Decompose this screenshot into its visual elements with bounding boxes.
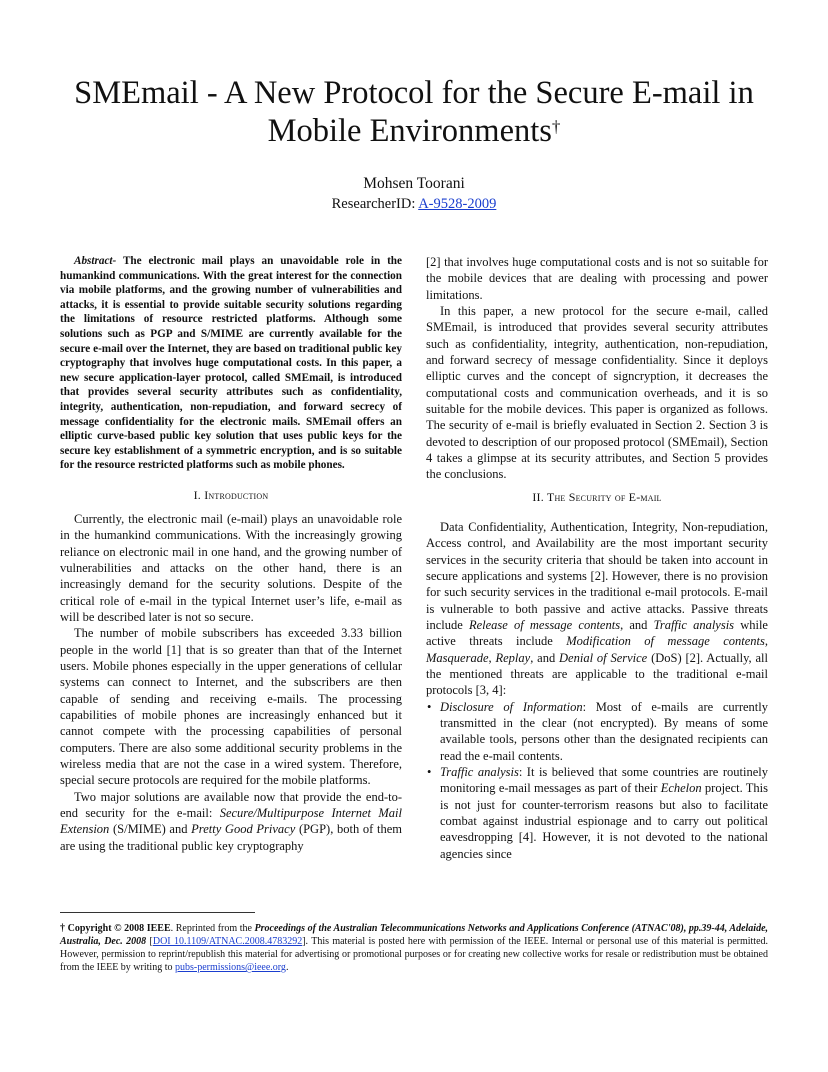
intro-paragraph-3-continued: [2] that involves huge computational costs and is not so suitable for the mobile devices that are dealing with processing and power limitations. [426, 255, 768, 302]
security-paragraph-1 [426, 519, 768, 699]
intro-paragraph-2: The number of mobile subscribers has exceeded 3.33 billion people in the world [1] that is so greater than that of the Internet users. Mobile phones especially in the upper generations of cellular systems can connect to Internet, and the subscribers are then capable of sending and receiving e-mails. The processing capabilities of mobile phones are increasingly enhanced but it cannot compete with the processing capabilities of personal computers. There are also some additional security problems in the wireless media that are not the case in a wired system. Therefore, special secure protocols are required for the mobile platforms. [60, 626, 402, 788]
sec-p1-modification: Modification of message contents [566, 634, 765, 649]
email-link[interactable]: pubs-permissions@ieee.org [174, 962, 286, 973]
abstract-text: The electronic mail plays an unavoidable role in the humankind communications. With the great interest for the connection via mobile platforms, and the growing number of vulnerabilities and attacks, it is essential to provide suitable security solutions regarding the limitations of resource restricted platforms. Although some solutions such as PGP and S/MIME are currently available for the secure e-mail over the Internet, they are based on traditional public key cryptography that involves huge computational costs. In this paper, a new secure application-layer protocol, called SMEmail, is introduced that provides several security attributes such as confidentiality, integrity, authentication, non-repudiation, and forward secrecy of message confidentiality for the electronic mails. SMEmail offers an elliptic curve-based public key solution that uses public keys for the secure key establishment of a symmetric encryption, and is so suitable for the resource restricted platforms such as mobile phones. [60, 255, 402, 472]
footnote-text-3: ]. This material is posted here with permission of the IEEE. Internal or personal use of this material is permitted. However, permission to reprint/republish this material for advertising or promotional purposes or for creating new collective works for resale or redistribution must be obtained from the IEEE by writing to [60, 936, 769, 973]
sec-p1-release: Release of message contents [468, 617, 621, 632]
list-item [427, 764, 769, 862]
bullet-icon: • [427, 764, 432, 779]
sec-p1-dos: Denial of Service [559, 650, 648, 665]
sec-p1-f: , and [530, 650, 560, 665]
section-heading-security: II. The Security of E-mail [532, 489, 662, 504]
researcher-id-line [0, 195, 828, 213]
threat-list [426, 699, 768, 862]
footnote-dagger: † [60, 923, 66, 934]
right-column [426, 254, 768, 862]
sec-p1-a: Data Confidentiality, Authentication, Integrity, Non-repudiation, Access control, and Availability are the most important security services in the security criteria that should be taken into account in secure applications and systems [2]. However, there is no provision for such security services in the traditional e-mail protocols. E-mail is vulnerable to both passive and active attacks. Passive threats include [426, 519, 768, 632]
sec-p1-g: (DoS) [2]. Actually, all the mentioned threats are applicable to the traditional e-mail protocols [3, 4]: [426, 650, 768, 698]
paper-title [30, 74, 798, 150]
footnote-text-2: [ [146, 936, 153, 947]
sec-p1-masquerade: Masquerade [426, 650, 489, 665]
bullet-2-text-b: project. This is not just for counter-terrorism reasons but also to facilitate combat against industrial espionage and to carry out political eavesdropping [4]. However, it is not devoted to the national agencies since [440, 781, 769, 861]
abstract [60, 254, 402, 473]
intro-p3-text-a: Two major solutions are available now that provide the end-to-end security for the e-mail: [60, 789, 402, 821]
doi-link[interactable]: DOI 10.1109/ATNAC.2008.4783292 [152, 936, 303, 947]
sec-p1-d: , [764, 634, 769, 649]
sec-p1-b: , and [620, 617, 654, 632]
author-name: Mohsen Toorani [363, 175, 465, 192]
bullet-2-echelon: Echelon [660, 781, 702, 796]
sec-p1-e: , [488, 650, 496, 665]
footnote-text-4: . [285, 962, 289, 973]
section-heading-introduction: I. Introduction [193, 487, 269, 502]
sec-p1-c: while active threats include [426, 617, 768, 649]
researcher-id-link[interactable]: A-9528-2009 [418, 196, 497, 212]
footnote [60, 922, 768, 974]
footnote-text-1: . Reprinted from the [170, 923, 255, 934]
title-line-2: Mobile Environments [267, 113, 552, 149]
researcher-id-label: ResearcherID: [331, 196, 419, 212]
bullet-icon: • [427, 699, 432, 714]
sec-p1-traffic: Traffic analysis [653, 617, 735, 632]
bullet-1-term: Disclosure of Information [440, 699, 583, 714]
bullet-2-term: Traffic analysis [440, 764, 519, 779]
bullet-1-text: : Most of e-mails are currently transmitted in the clear (not encrypted). By means of some available tools, persons other than the designated recipients can read the e-mail contents. [440, 699, 768, 763]
intro-paragraph-4: In this paper, a new protocol for the secure e-mail, called SMEmail, is introduced that provides several security attributes such as confidentiality, integrity, authentication, non-repudiation, and forward secrecy of message confidentiality. Since it deploys elliptic curves and the concept of signcryption, it decreases the computational costs and communication overheads, and it is so suitable for the mobile devices. This paper is organized as follows. The security of e-mail is briefly evaluated in Section 2. Section 3 is devoted to description of our proposed protocol (SMEmail), Section 4 takes a glimpse at its security attributes, and Section 5 provides the conclusions. [426, 304, 768, 482]
intro-p3-text-b: (S/MIME) and [109, 822, 192, 837]
list-item [427, 699, 768, 764]
abstract-label: Abstract- [74, 255, 117, 267]
bullet-2-text-a: : It is believed that some countries are routinely monitoring e-mail messages as part of their [440, 764, 768, 796]
intro-paragraph-3 [60, 789, 402, 854]
footnote-divider [60, 912, 255, 913]
intro-p3-text-c: (PGP), both of them are using the traditional public key cryptography [60, 822, 402, 853]
left-column [60, 254, 402, 854]
footnote-proceedings: Proceedings of the Australian Telecommunications Networks and Applications Conference (ATNAC'08), pp.39-44, Adelaide, Australia, Dec. 2008 [60, 923, 769, 947]
title-dagger: † [551, 117, 561, 136]
sec-p1-replay: Replay [495, 650, 531, 665]
footnote-copyright: Copyright © 2008 IEEE [65, 923, 171, 934]
intro-paragraph-1: Currently, the electronic mail (e-mail) plays an unavoidable role in the humankind communications. With the increasingly growing reliance on electronic mail in one hand, and the growing number of vulnerabilities and attacks on the other hand, there is an increasingly demand for the security solutions. Despite of the critical role of e-mail in the typical Internet user’s life, e-mail as will be described later is not so secure. [60, 511, 402, 624]
intro-p3-pgp: Pretty Good Privacy [191, 822, 296, 837]
intro-p3-smime: Secure/Multipurpose Internet Mail Extension [60, 806, 402, 837]
title-line-1: SMEmail - A New Protocol for the Secure E-mail in [74, 75, 754, 111]
